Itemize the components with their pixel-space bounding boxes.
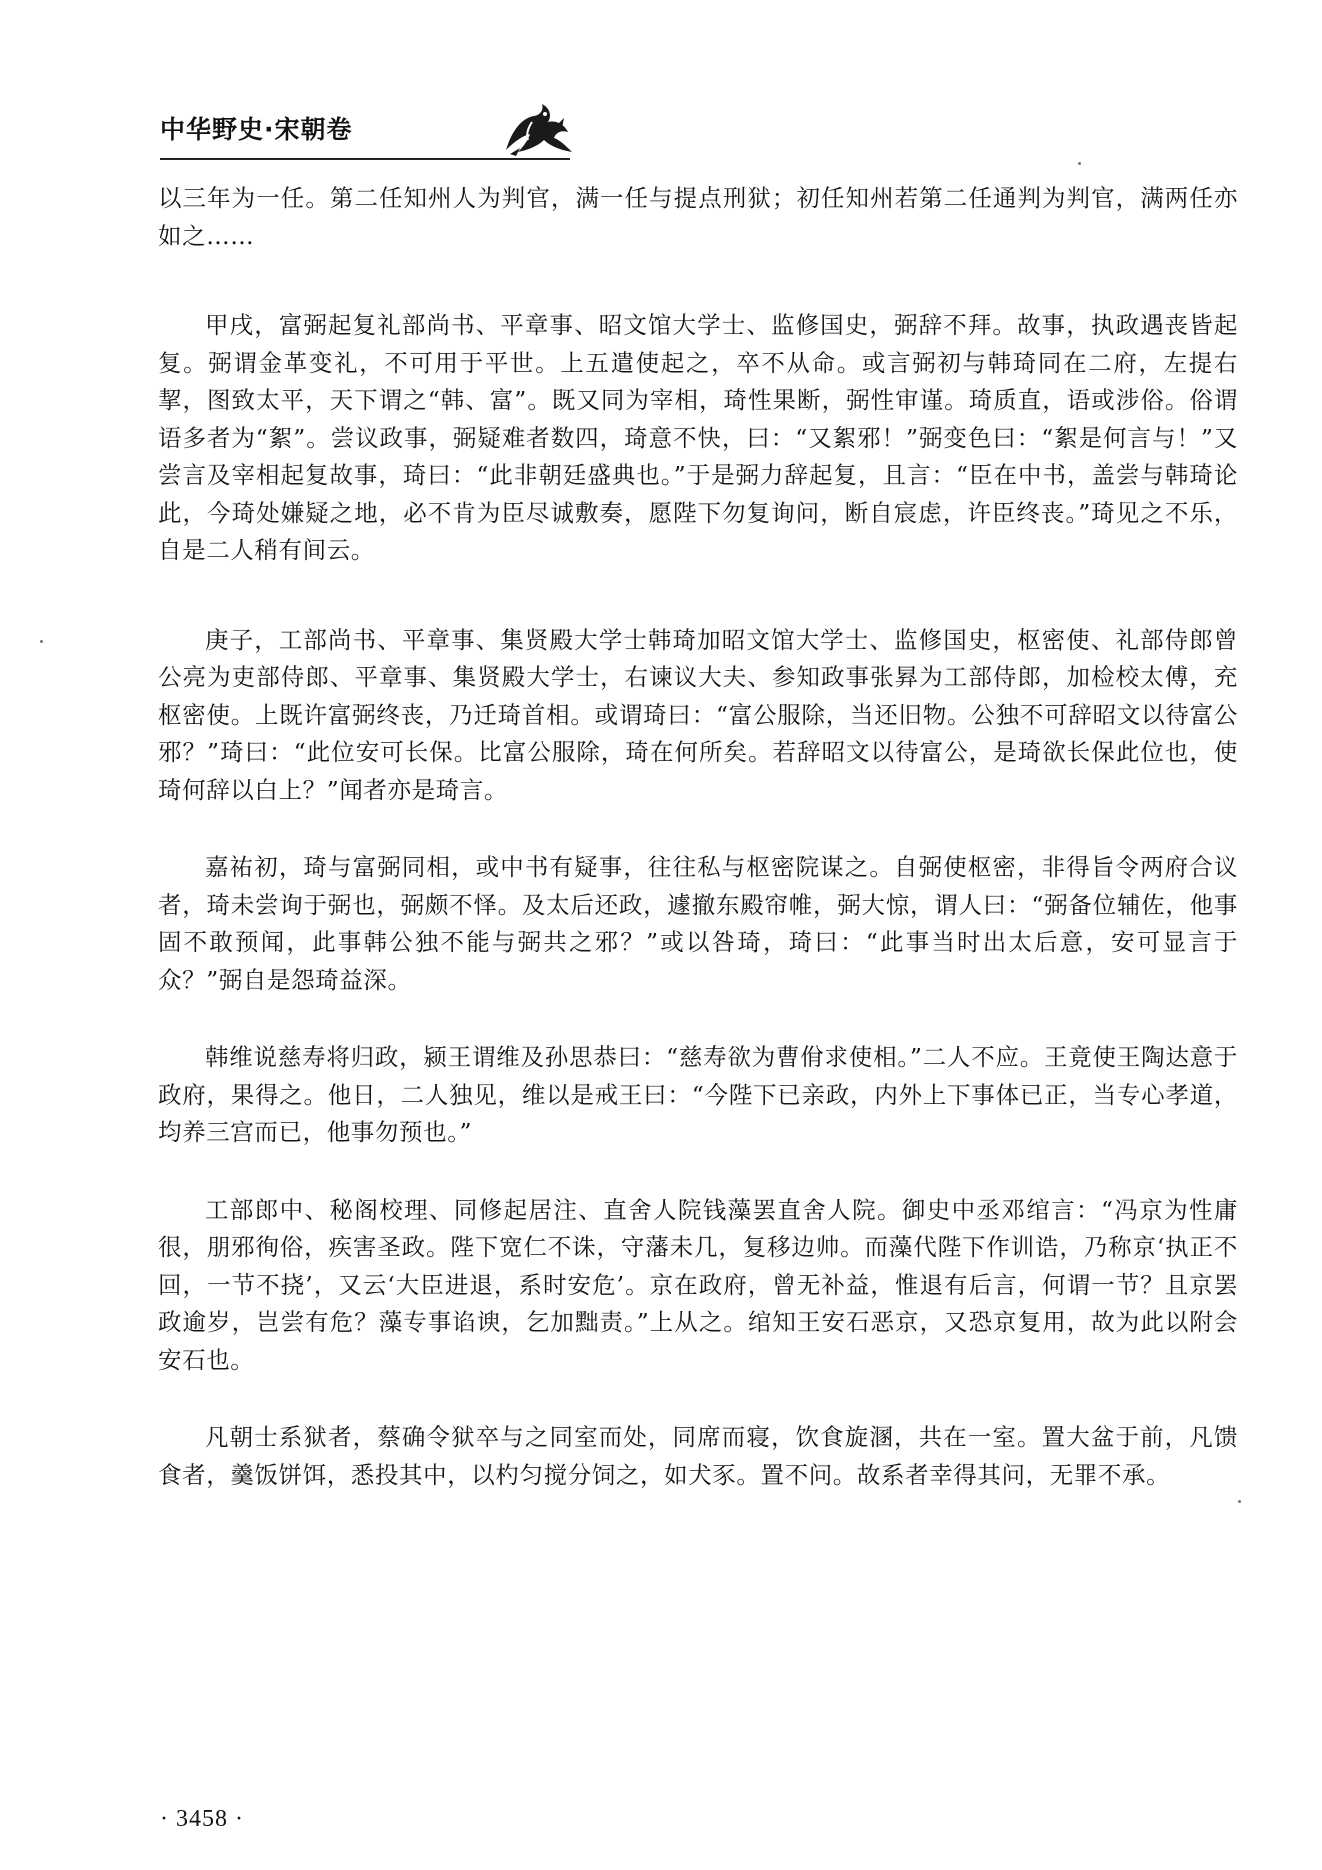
scan-speck — [1078, 162, 1081, 165]
paragraph-7: 凡朝士系狱者，蔡确令狱卒与之同室而处，同席而寝，饮食旋溷，共在一室。置大盆于前，凡馈食者，羹饭饼饵，悉投其中，以杓匀搅分饲之，如犬豕。置不问。故系者幸得其问，无罪不承。 — [158, 1423, 1238, 1489]
paragraph-6: 工部郎中、秘阁校理、同修起居注、直舍人院钱藻罢直舍人院。御史中丞邓绾言：“冯京为性庸很，朋邪徇俗，疾害圣政。陛下宽仁不诛，守藩未几，复移边帅。而藻代陛下作训诰，乃称京‘执正不回，一节不挠’，又云‘大臣进退，系时安危’。京在政府，曾无补益，惟退有后言，何谓一节？且京罢政逾岁，岂尝有危？藻专事谄谀，乞加黜责。”上从之。绾知王安石恶京，又恐京复用，故为此以附会安石也。 — [158, 1195, 1238, 1374]
header-rule — [160, 158, 570, 160]
paragraph-3: 庚子，工部尚书、平章事、集贤殿大学士韩琦加昭文馆大学士、监修国史，枢密使、礼部侍郎曾公亮为吏部侍郎、平章事、集贤殿大学士，右谏议大夫、参知政事张昪为工部侍郎，加检校太傅，充枢密使。上既许富弼终丧，乃迁琦首相。或谓琦曰：“富公服除，当还旧物。公独不可辞昭文以待富公邪？”琦曰：“此位安可长保。比富公服除，琦在何所矣。若辞昭文以待富公，是琦欲长保此位也，使琦何辞以白上？”闻者亦是琦言。 — [158, 625, 1238, 804]
book-title: 中华野史·宋朝卷 — [160, 115, 353, 144]
paragraph-4: 嘉祐初，琦与富弼同相，或中书有疑事，往往私与枢密院谋之。自弼使枢密，非得旨令两府合议者，琦未尝询于弼也，弼颇不怿。及太后还政，遽撤东殿帘帷，弼大惊，谓人曰：“弼备位辅佐，他事固不敢预闻，此事韩公独不能与弼共之邪？”或以咎琦，琦曰：“此事当时出太后意，安可显言于众？”弼自是怨琦益深。 — [158, 853, 1238, 994]
paragraph-5: 韩维说慈寿将归政，颍王谓维及孙思恭曰：“慈寿欲为曹佾求使相。”二人不应。王竟使王陶达意于政府，果得之。他日，二人独见，维以是戒王曰：“今陛下已亲政，内外上下事体已正，当专心孝道，均养三宫而已，他事勿预也。” — [158, 1043, 1238, 1146]
paragraph-2: 甲戌，富弼起复礼部尚书、平章事、昭文馆大学士、监修国史，弼辞不拜。故事，执政遇丧皆起复。弼谓金革变礼，不可用于平世。上五遣使起之，卒不从命。或言弼初与韩琦同在二府，左提右挈，图致太平，天下谓之“韩、富”。既又同为宰相，琦性果断，弼性审谨。琦质直，语或涉俗。俗谓语多者为“絮”。尝议政事，弼疑难者数四，琦意不快，曰：“又絮邪！”弼变色曰：“絮是何言与！”又尝言及宰相起复故事，琦曰：“此非朝廷盛典也。”于是弼力辞起复，且言：“臣在中书，盖尝与韩琦论此，今琦处嫌疑之地，必不肯为臣尽诚敷奏，愿陛下勿复询问，断自宸虑，许臣终丧。”琦见之不乐，自是二人稍有间云。 — [158, 311, 1238, 564]
paragraph-1: 以三年为一任。第二任知州人为判官，满一任与提点刑狱；初任知州若第二任通判为判官，满两任亦如之…… — [158, 184, 1238, 250]
scan-speck — [40, 640, 43, 643]
dragon-emblem-icon — [498, 100, 580, 158]
running-header — [160, 100, 570, 162]
page-number: · 3458 · — [160, 1806, 244, 1832]
scan-speck — [1238, 1500, 1241, 1503]
page-body — [158, 180, 1238, 1494]
